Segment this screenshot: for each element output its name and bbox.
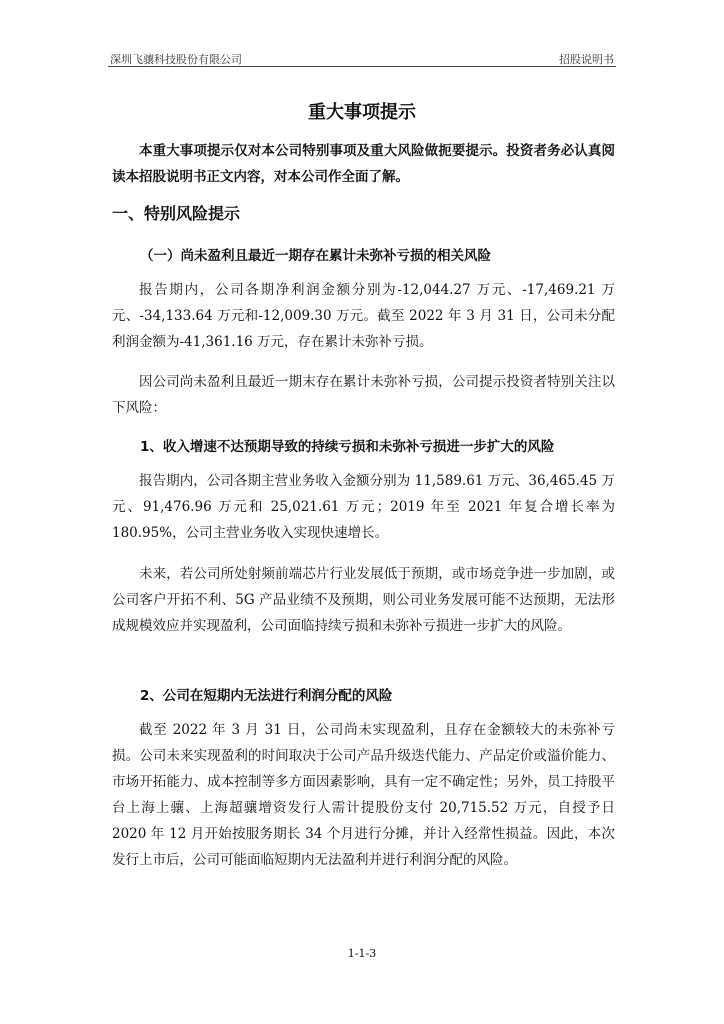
paragraph-risk-notice [112, 369, 615, 421]
header-company: 深圳飞骧科技股份有限公司 [110, 53, 242, 66]
paragraph-profit-distribution [112, 717, 615, 873]
intro-paragraph [112, 138, 615, 190]
paragraph-text: 未来，若公司所处射频前端芯片行业发展低于预期，或市场竞争进一步加剧，或公司客户开拓不利、5G 产品业绩不及预期，则公司业务发展可能不达预期，无法形成规模效应并实现盈利，公司面临持续亏损和未弥补亏损进一步扩大的风险。 [112, 566, 615, 634]
section-heading: 一、特别风险提示 [112, 204, 241, 223]
paragraph-net-profit [112, 277, 615, 355]
risk1-heading: 1、收入增速不达预期导致的持续亏损和未弥补亏损进一步扩大的风险 [140, 439, 555, 455]
paragraph-text: 报告期内，公司各期主营业务收入金额分别为 11,589.61 万元、36,465.45 万元、91,476.96 万元和 25,021.61 万元；2019 年至 2021 年复合增长率为 180.95%，公司主营业务收入实现快速增长。 [112, 473, 615, 541]
header-doc-type: 招股说明书 [559, 53, 614, 66]
paragraph-future-risk [112, 561, 615, 639]
intro-text: 本重大事项提示仅对本公司特别事项及重大风险做扼要提示。投资者务必认真阅读本招股说明书正文内容，对本公司作全面了解。 [112, 143, 615, 185]
paragraph-text: 因公司尚未盈利且最近一期末存在累计未弥补亏损，公司提示投资者特别关注以下风险： [112, 374, 615, 416]
subsection-heading: （一）尚未盈利且最近一期存在累计未弥补亏损的相关风险 [140, 248, 491, 264]
risk2-heading: 2、公司在短期内无法进行利润分配的风险 [140, 688, 393, 704]
page-number: 1-1-3 [347, 947, 377, 960]
paragraph-text: 报告期内，公司各期净利润金额分别为-12,044.27 万元、-17,469.21 万元、-34,133.64 万元和-12,009.30 万元。截至 2022 年 3 月 31 日，公司未分配利润金额为-41,361.16 万元，存在累计未弥补亏损。 [112, 282, 615, 350]
page-title: 重大事项提示 [308, 102, 416, 123]
paragraph-revenue [112, 468, 615, 546]
paragraph-text: 截至 2022 年 3 月 31 日，公司尚未实现盈利，且存在金额较大的未弥补亏损。公司未来实现盈利的时间取决于公司产品升级迭代能力、产品定价或溢价能力、市场开拓能力、成本控制等多方面因素影响，具有一定不确定性；另外，员工持股平台上海上骧、上海超骧增资发行人需计提股份支付 20,715.52 万元，自授予日 2020 年 12 月开始按服务期长 34 个月进行分摊，并计入经常性损益。因此，本次发行上市后，公司可能面临短期内无法盈利并进行利润分配的风险。 [112, 722, 615, 868]
page-header [108, 50, 616, 67]
